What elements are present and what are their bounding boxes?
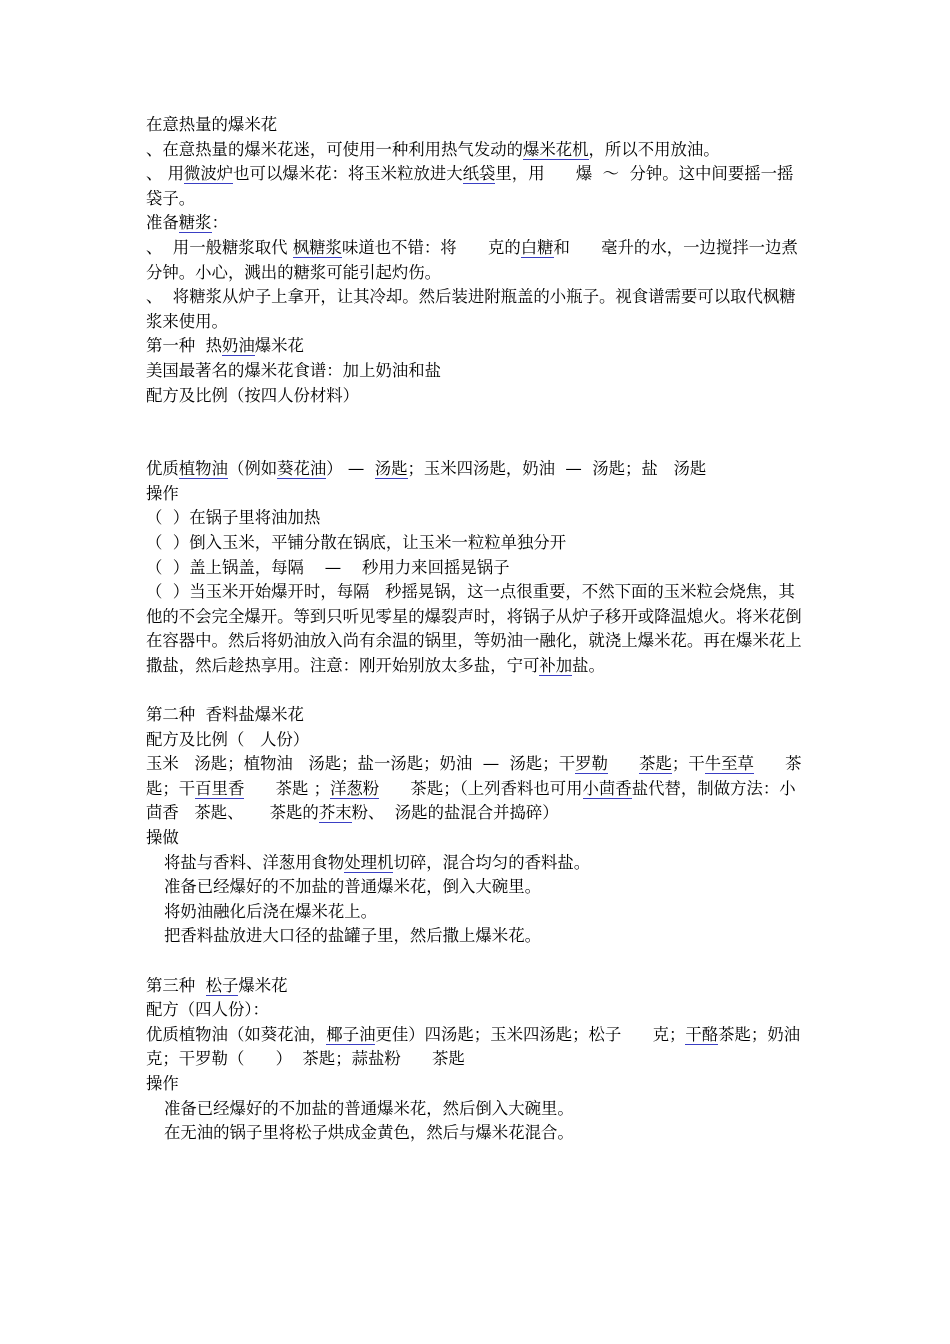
text-run: 准备 bbox=[146, 213, 179, 233]
document-body bbox=[146, 113, 821, 1146]
text-run: 将奶油融化后浇在爆米花上。 bbox=[164, 901, 378, 921]
text-run: 和 毫升的水，一边搅拌一边煮 分钟。小心，溅出的糖浆可能引起灼伤。 bbox=[146, 237, 814, 282]
link-text[interactable]: 干酪 bbox=[685, 1024, 719, 1044]
recipe2-step bbox=[146, 924, 808, 949]
link-text[interactable]: 百里香 bbox=[195, 778, 245, 798]
link-text[interactable]: 洋葱粉 bbox=[330, 778, 380, 798]
link-text[interactable]: 纸袋 bbox=[462, 164, 496, 184]
text-run: 、 用一般糖浆取代 bbox=[146, 237, 293, 257]
text-run: 、 用 bbox=[146, 164, 184, 184]
link-text[interactable]: 处理机 bbox=[344, 852, 394, 872]
text-run: 将盐与香料、洋葱用食物 bbox=[164, 852, 345, 872]
text-run: 、 将糖浆从炉子上拿开，让其冷却。然后装进附瓶盖的小瓶子。视食谱需要可以取代枫糖浆来使用。 bbox=[146, 287, 796, 331]
text-run: 也可以爆米花：将玉米粒放进大 bbox=[233, 164, 463, 184]
link-text[interactable]: 糖浆 bbox=[178, 213, 212, 233]
text-run: 盐代替，制做方法：小茴香 茶匙、 茶匙的 bbox=[146, 778, 796, 823]
text-run: ；玉米四汤匙，奶油 — 汤匙；盐 汤匙 bbox=[407, 459, 707, 479]
link-text[interactable]: 茶匙 bbox=[639, 754, 672, 774]
recipe3-title bbox=[146, 974, 808, 999]
recipe2-step bbox=[146, 900, 808, 925]
text-run: 、在意热量的爆米花迷，可使用一种利用热气发动的 bbox=[146, 139, 523, 159]
link-text[interactable]: 爆米花机 bbox=[522, 139, 589, 159]
text-run: 准备已经爆好的不加盐的普通爆米花，倒入大碗里。 bbox=[164, 877, 541, 897]
link-text[interactable]: 葵花油 bbox=[277, 459, 327, 479]
link-text[interactable]: 白糖 bbox=[520, 237, 554, 257]
link-text[interactable]: 小茴香 bbox=[582, 778, 632, 798]
recipe2-method-label: 操做 bbox=[146, 828, 179, 848]
text-run: 里，用 爆 ～ 分钟。这中间要摇一摇袋子。 bbox=[146, 164, 794, 208]
text-run: 茶匙；干 bbox=[146, 754, 802, 798]
recipe2-title: 第二种 香料盐爆米花 bbox=[146, 705, 304, 725]
recipe1-step: （ ）盖上锅盖，每隔 — 秒用力来回摇晃锅子 bbox=[146, 557, 510, 577]
text-run: 粉、 汤匙的盐混合并捣碎） bbox=[351, 803, 559, 823]
link-text[interactable]: 牛至草 bbox=[704, 754, 754, 774]
text-run: 第一种 热 bbox=[146, 336, 222, 356]
link-text[interactable]: 微波炉 bbox=[184, 164, 234, 184]
recipe1-step: （ ）在锅子里将油加热 bbox=[146, 508, 321, 528]
text-run: 茶匙 ； bbox=[244, 778, 330, 798]
text-run: ） — bbox=[326, 459, 375, 479]
syrup-heading bbox=[146, 211, 808, 236]
text-run: ： bbox=[211, 213, 228, 233]
recipe2-step bbox=[146, 851, 808, 876]
text-run: 茶匙；奶油 克；干罗勒（ ） 茶匙；蒜盐粉 茶匙 bbox=[146, 1024, 821, 1069]
text-run: 味道也不错：将 克的 bbox=[341, 237, 521, 257]
text-run: （ ）当玉米开始爆开时，每隔 秒摇晃锅，这一点很重要，不然下面的玉米粒会烧焦，其他的不会完全爆开。等到只听见零星的爆裂声时，将锅子从炉子移开或降温熄火。将米花倒在容器中。然后将奶油放入尚有余温的锅里，等奶油一融化，就浇上爆米花。再在爆米花上撒盐，然后趁热享用。注意：刚开始别放太多盐，宁可 bbox=[146, 582, 802, 675]
recipe1-step: （ ）倒入玉米，平铺分散在锅底，让玉米一粒粒单独分开 bbox=[146, 532, 567, 552]
text-run: 玉米 汤匙；植物油 汤匙；盐一汤匙；奶油 — 汤匙；干 bbox=[146, 754, 576, 774]
link-text[interactable]: 罗勒 bbox=[575, 754, 608, 774]
text-run: （例如 bbox=[227, 459, 278, 479]
intro-paragraph bbox=[146, 162, 808, 211]
text-run: 更佳）四汤匙；玉米四汤匙；松子 克； bbox=[375, 1024, 686, 1044]
recipe1-title bbox=[146, 334, 808, 359]
syrup-step bbox=[146, 236, 814, 285]
doc-title: 在意热量的爆米花 bbox=[146, 115, 278, 134]
recipe1-ratio: 配方及比例（按四人份材料） bbox=[146, 385, 360, 405]
recipe3-ratio: 配方（四人份）： bbox=[146, 1000, 269, 1020]
text-run: 爆米花 bbox=[238, 975, 288, 995]
link-text[interactable]: 汤匙 bbox=[374, 459, 408, 479]
text-run: 优质 bbox=[146, 459, 179, 479]
text-run: 爆米花 bbox=[254, 336, 304, 356]
recipe1-subtitle: 美国最著名的爆米花食谱：加上奶油和盐 bbox=[146, 360, 442, 380]
text-run: 第三种 bbox=[146, 975, 206, 995]
recipe3-ingredients bbox=[146, 1023, 821, 1072]
recipe3-method-label: 操作 bbox=[146, 1073, 179, 1093]
recipe2-ratio: 配方及比例（ 人份） bbox=[146, 729, 310, 749]
link-text[interactable]: 椰子油 bbox=[326, 1024, 376, 1044]
text-run: ；干 bbox=[671, 754, 705, 774]
text-run: 盐。 bbox=[572, 655, 605, 675]
link-text[interactable]: 枫糖浆 bbox=[292, 237, 342, 257]
link-text[interactable]: 植物油 bbox=[178, 459, 228, 479]
recipe2-ingredients bbox=[146, 752, 808, 826]
text-run: 把香料盐放进大口径的盐罐子里，然后撒上爆米花。 bbox=[164, 926, 541, 946]
text-run: 切碎，混合均匀的香料盐。 bbox=[393, 852, 591, 872]
text-run: 茶匙；（上列香料也可用 bbox=[379, 778, 583, 798]
syrup-step bbox=[146, 285, 808, 334]
link-text[interactable]: 松子 bbox=[205, 975, 239, 995]
recipe1-step bbox=[146, 580, 808, 678]
recipe1-ingredients bbox=[146, 457, 808, 482]
link-text[interactable]: 补加 bbox=[539, 655, 573, 675]
link-text[interactable]: 奶油 bbox=[221, 336, 255, 356]
intro-paragraph bbox=[146, 138, 808, 163]
text-run bbox=[608, 754, 639, 773]
recipe3-step: 准备已经爆好的不加盐的普通爆米花，然后倒入大碗里。 bbox=[164, 1098, 574, 1118]
recipe3-step: 在无油的锅子里将松子烘成金黄色，然后与爆米花混合。 bbox=[164, 1123, 574, 1143]
text-run: 优质植物油（如葵花油， bbox=[146, 1024, 327, 1044]
recipe2-step bbox=[146, 875, 808, 900]
text-run: ，所以不用放油。 bbox=[588, 139, 720, 159]
link-text[interactable]: 芥末 bbox=[318, 803, 352, 823]
recipe1-method-label: 操作 bbox=[146, 483, 179, 503]
